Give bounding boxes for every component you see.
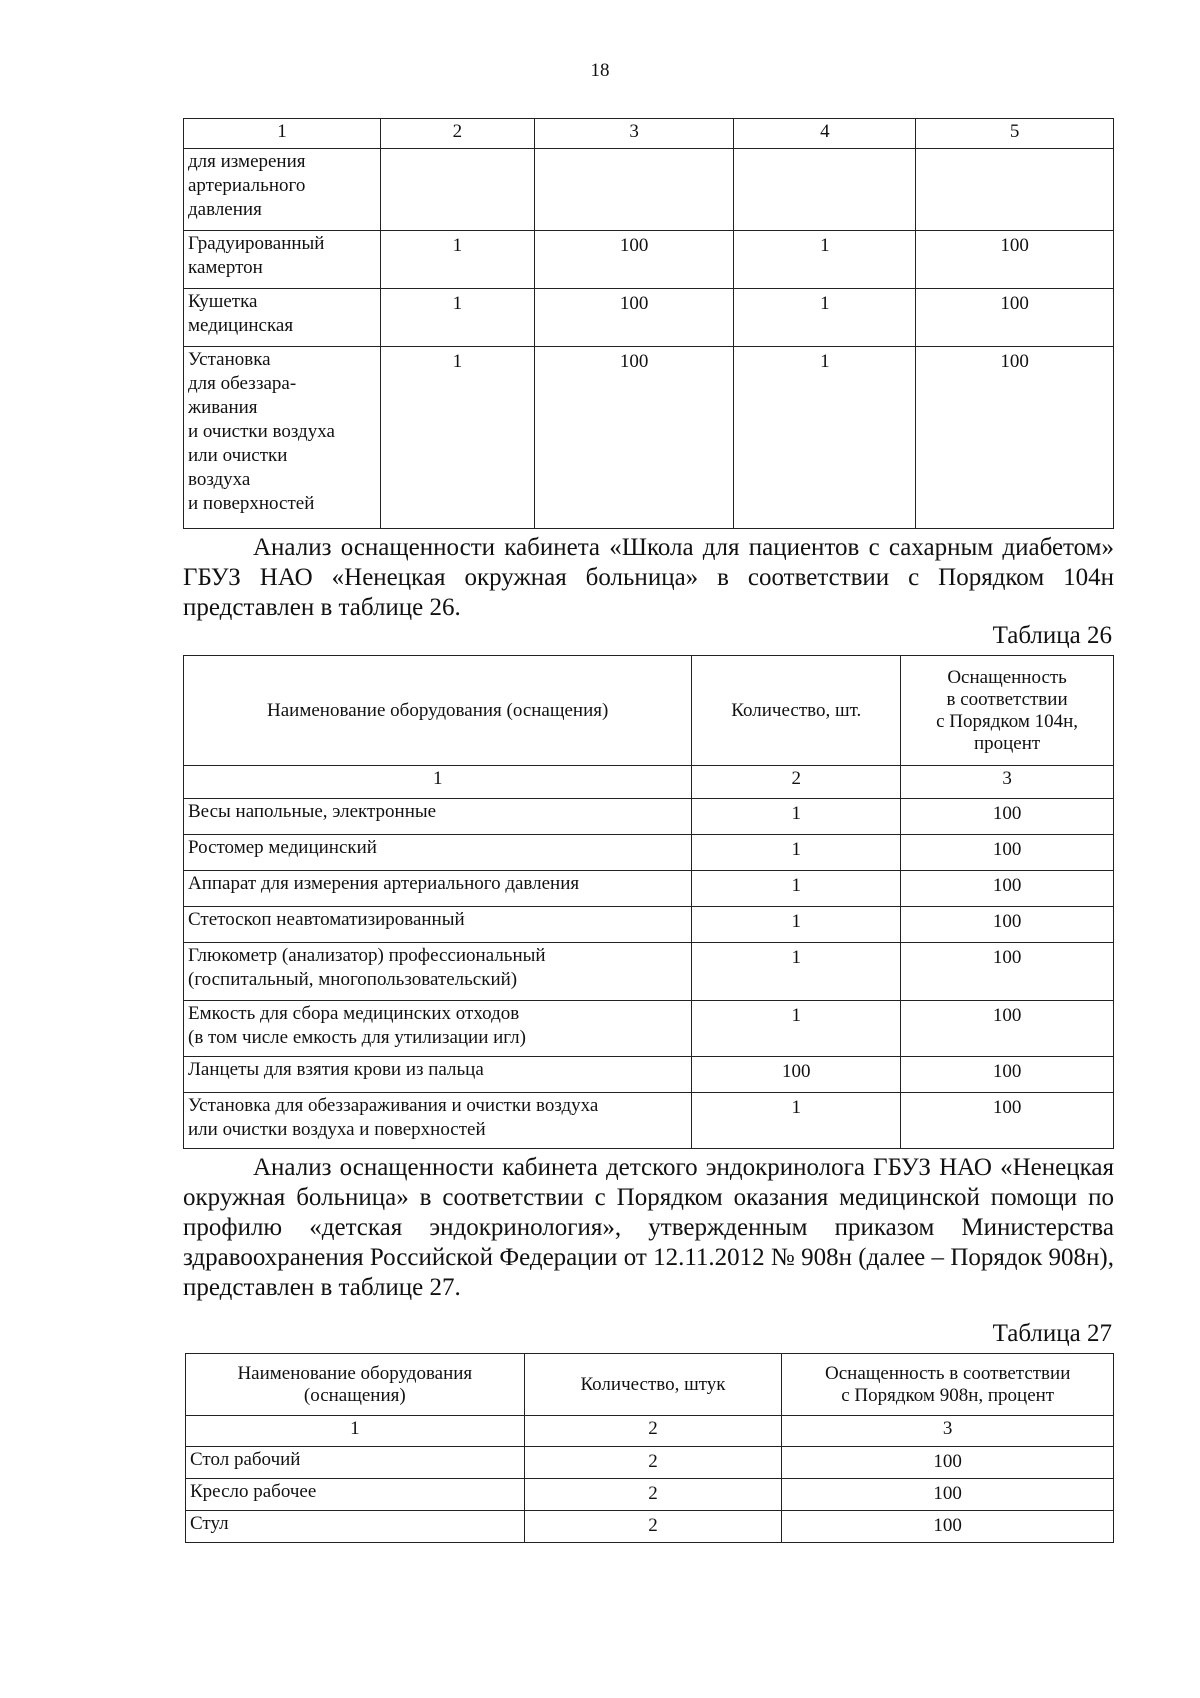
percent-cell: 100 bbox=[782, 1447, 1114, 1479]
percent-cell: 100 bbox=[901, 799, 1114, 835]
name-line: живания bbox=[188, 397, 258, 418]
name-line: (в том числе емкость для утилизации игл) bbox=[188, 1027, 526, 1048]
equipment-name bbox=[184, 1093, 692, 1149]
equipment-name: Ланцеты для взятия крови из пальца bbox=[184, 1057, 692, 1093]
name-line: и поверхностей bbox=[188, 493, 315, 514]
header-equipment-level bbox=[901, 656, 1114, 766]
table-row bbox=[184, 149, 1114, 231]
cell bbox=[534, 149, 734, 231]
header-equipment-name bbox=[186, 1354, 525, 1416]
column-number: 3 bbox=[901, 766, 1114, 799]
equipment-name: Стул bbox=[186, 1511, 525, 1543]
table-row bbox=[184, 871, 1114, 907]
name-line: и очистки воздуха bbox=[188, 421, 335, 442]
header-line: в соответствии bbox=[946, 688, 1068, 710]
quantity-cell: 1 bbox=[692, 835, 901, 871]
quantity-cell: 1 bbox=[692, 1093, 901, 1149]
name-line: Емкость для сбора медицинских отходов bbox=[188, 1003, 520, 1024]
column-number: 3 bbox=[534, 119, 734, 149]
name-line: Установка bbox=[188, 349, 271, 370]
equipment-name: Весы напольные, электронные bbox=[184, 799, 692, 835]
header-line: процент bbox=[973, 732, 1041, 754]
column-number: 2 bbox=[524, 1416, 782, 1447]
table-row bbox=[184, 1057, 1114, 1093]
equipment-name: Аппарат для измерения артериального давления bbox=[184, 871, 692, 907]
equipment-name bbox=[184, 1001, 692, 1057]
percent-cell: 100 bbox=[534, 289, 734, 347]
percent-cell: 100 bbox=[782, 1511, 1114, 1543]
percent-cell: 100 bbox=[901, 1001, 1114, 1057]
table-26 bbox=[183, 655, 1114, 1149]
name-line: Градуированный bbox=[188, 233, 325, 254]
name-line: медицинская bbox=[188, 315, 294, 336]
table-header-row bbox=[186, 1354, 1114, 1416]
table-row bbox=[184, 231, 1114, 289]
percent-cell: 100 bbox=[901, 943, 1114, 1001]
percent-cell: 100 bbox=[782, 1479, 1114, 1511]
quantity-cell: 1 bbox=[380, 347, 534, 529]
header-line: Наименование оборудования bbox=[237, 1362, 473, 1384]
column-number: 1 bbox=[186, 1416, 525, 1447]
header-line: Оснащенность bbox=[947, 666, 1067, 688]
quantity-cell: 2 bbox=[524, 1447, 782, 1479]
name-line: воздуха bbox=[188, 469, 251, 490]
quantity-cell: 1 bbox=[380, 289, 534, 347]
table-row bbox=[184, 907, 1114, 943]
page-number: 18 bbox=[590, 60, 610, 81]
table-row bbox=[184, 1001, 1114, 1057]
name-line: камертон bbox=[188, 257, 263, 278]
quantity-cell: 1 bbox=[692, 799, 901, 835]
name-line: или очистки bbox=[188, 445, 288, 466]
table-row bbox=[186, 1511, 1114, 1543]
name-line: Глюкометр (анализатор) профессиональный bbox=[188, 945, 546, 966]
header-quantity: Количество, шт. bbox=[692, 656, 901, 766]
header-line: с Порядком 104н, bbox=[936, 710, 1079, 732]
cell bbox=[380, 149, 534, 231]
column-number-row bbox=[184, 766, 1114, 799]
column-number: 5 bbox=[916, 119, 1114, 149]
equipment-name: Кресло рабочее bbox=[186, 1479, 525, 1511]
percent-cell: 100 bbox=[916, 289, 1114, 347]
header-quantity: Количество, штук bbox=[524, 1354, 782, 1416]
name-line: (госпитальный, многопользовательский) bbox=[188, 969, 518, 990]
percent-cell: 100 bbox=[901, 1093, 1114, 1149]
quantity-cell: 1 bbox=[692, 907, 901, 943]
column-number: 2 bbox=[380, 119, 534, 149]
percent-cell: 100 bbox=[901, 907, 1114, 943]
equipment-name bbox=[184, 231, 381, 289]
table-row bbox=[184, 347, 1114, 529]
paragraph-table-27-intro: Анализ оснащенности кабинета детского эндокринолога ГБУЗ НАО «Ненецкая окружная больница» в соответствии с Порядком оказания медицинской помощи по профилю «детская эндокринология», утвержденным приказом Министерства здравоохранения Российской Федерации от 12.11.2012 № 908н (далее – Порядок 908н), представлен в таблице 27. bbox=[183, 1154, 1114, 1301]
percent-cell: 100 bbox=[901, 835, 1114, 871]
quantity-cell: 100 bbox=[692, 1057, 901, 1093]
column-number: 3 bbox=[782, 1416, 1114, 1447]
table-27-label: Таблица 27 bbox=[992, 1320, 1112, 1347]
percent-cell: 100 bbox=[534, 347, 734, 529]
quantity-cell: 1 bbox=[692, 871, 901, 907]
header-equipment-level bbox=[782, 1354, 1114, 1416]
table-row bbox=[186, 1479, 1114, 1511]
equipment-name: Стол рабочий bbox=[186, 1447, 525, 1479]
table-25-continuation bbox=[183, 118, 1114, 529]
equipment-name bbox=[184, 289, 381, 347]
quantity-cell: 1 bbox=[692, 943, 901, 1001]
table-row bbox=[184, 835, 1114, 871]
header-line: (оснащения) bbox=[303, 1384, 406, 1406]
table-row bbox=[186, 1447, 1114, 1479]
equipment-name bbox=[184, 149, 381, 231]
cell bbox=[916, 149, 1114, 231]
table-row bbox=[184, 289, 1114, 347]
equipment-name bbox=[184, 943, 692, 1001]
percent-cell: 100 bbox=[916, 231, 1114, 289]
table-26-label: Таблица 26 bbox=[992, 622, 1112, 649]
table-row bbox=[184, 1093, 1114, 1149]
column-number: 1 bbox=[184, 119, 381, 149]
table-row bbox=[184, 799, 1114, 835]
paragraph-table-26-intro: Анализ оснащенности кабинета «Школа для пациентов с сахарным диабетом» ГБУЗ НАО «Ненецкая окружная больница» в соответствии с Порядком 104н представлен в таблице 26. bbox=[183, 534, 1114, 621]
percent-cell: 100 bbox=[901, 871, 1114, 907]
name-line: Кушетка bbox=[188, 291, 258, 312]
name-line: или очистки воздуха и поверхностей bbox=[188, 1119, 486, 1140]
quantity-cell: 2 bbox=[524, 1479, 782, 1511]
equipment-name bbox=[184, 347, 381, 529]
percent-cell: 100 bbox=[534, 231, 734, 289]
column-number: 2 bbox=[692, 766, 901, 799]
column-number: 4 bbox=[734, 119, 916, 149]
equipment-name: Ростомер медицинский bbox=[184, 835, 692, 871]
header-line: с Порядком 908н, процент bbox=[841, 1384, 1055, 1406]
quantity-cell: 1 bbox=[734, 289, 916, 347]
quantity-cell: 1 bbox=[734, 347, 916, 529]
percent-cell: 100 bbox=[916, 347, 1114, 529]
equipment-name: Стетоскоп неавтоматизированный bbox=[184, 907, 692, 943]
table-row bbox=[184, 943, 1114, 1001]
quantity-cell: 1 bbox=[692, 1001, 901, 1057]
table-27 bbox=[185, 1353, 1114, 1543]
name-line: артериального bbox=[188, 175, 306, 196]
name-line: для обеззара- bbox=[188, 373, 297, 394]
quantity-cell: 1 bbox=[380, 231, 534, 289]
quantity-cell: 1 bbox=[734, 231, 916, 289]
column-number-row bbox=[186, 1416, 1114, 1447]
header-equipment-name: Наименование оборудования (оснащения) bbox=[184, 656, 692, 766]
column-number: 1 bbox=[184, 766, 692, 799]
name-line: давления bbox=[188, 199, 262, 220]
quantity-cell: 2 bbox=[524, 1511, 782, 1543]
cell bbox=[734, 149, 916, 231]
name-line: Установка для обеззараживания и очистки воздуха bbox=[188, 1095, 599, 1116]
name-line: для измерения bbox=[188, 151, 306, 172]
table-header-row bbox=[184, 119, 1114, 149]
header-line: Оснащенность в соответствии bbox=[825, 1362, 1071, 1384]
table-header-row bbox=[184, 656, 1114, 766]
percent-cell: 100 bbox=[901, 1057, 1114, 1093]
